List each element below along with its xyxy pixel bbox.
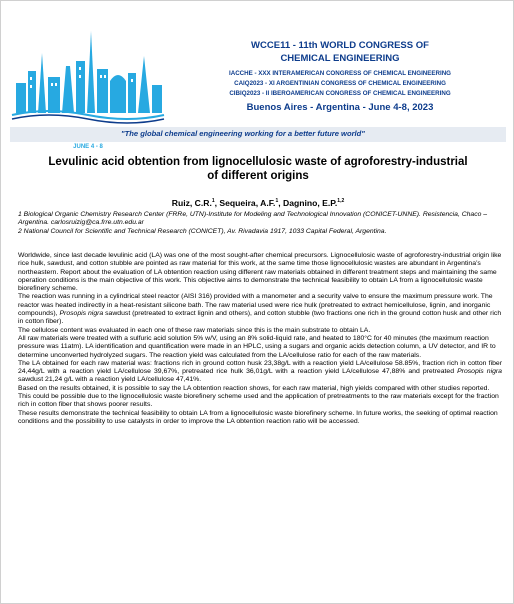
abstract-paragraph: All raw materials were treated with a sulfuric acid solution 5% w/V, using an 8% solid-liquid rate, and heated to 180°C for 40 minutes (the maximum reaction pressure was 11atm). LA identification and quantification were made in an HPLC, using a sugars and organic acids detection column, a UV detector, and IR to determine unconverted hydrolyzed sugars. The reaction yield was calculated from the LA/cellulose ratio for each of the raw materials. [18, 334, 496, 359]
abstract-paragraph: Based on the results obtained, it is possible to say the LA obtention reaction shows, for each raw material, high yields compared with other studies reported. This could be possible due to the lignocellulosic waste biorefinery scheme used and the application of pretreatments to the raw materials except for the fraction rich in cotton fiber that shows poorer results. [18, 384, 499, 409]
paper-title [29, 155, 487, 183]
author-affil-mark: 1 [275, 198, 279, 205]
cibiq-line: CIBIQ2023 - II IBEROAMERICAN CONGRESS OF CHEMICAL ENGINEERING [229, 90, 451, 97]
species-name: Prosopis nigra [59, 310, 104, 318]
abstract-paragraph [18, 293, 502, 326]
congress-title [177, 39, 503, 65]
paper-title-line2: of different origins [207, 170, 309, 182]
affiliations [18, 211, 502, 236]
text-span: The LA obtained for each raw material was: fractions rich in ground cotton husk 23,38g/L with a reaction yield LA/cellulose 58.85%, fraction rich in cotton fiber 24,44g/L with a reaction yield LA/cellulose 39,67%, pretreated rice hulk 36,01g/L with a reaction yield LA/cellulose 47,88% and pretreated [18, 359, 502, 376]
author-affil-mark: 1,2 [337, 198, 345, 205]
author-name: Sequeira, A.F. [219, 198, 276, 208]
affiliation-1: 1 Biological Organic Chemistry Research Center (FRRe, UTN)-Institute for Modeling and Technological Innovation (CONICET-UNNE). Resistencia, Chaco – Argentina. carlosruizig@ca.frre.utn.edu.ar [18, 211, 488, 227]
abstract-paragraph: These results demonstrate the technical feasibility to obtain LA from a lignocellulosic waste biorefinery scheme. In future works, the seeking of optimal reaction conditions and the possibility to use catalysts in order to improve the LA obtention reaction ratio will be accessed. [18, 409, 498, 425]
text-span: sawdust 21,24 g/L with a reaction yield LA/cellulose 47,41%. [18, 376, 202, 384]
paper-title-line1: Levulinic acid obtention from lignocellulosic waste of agroforestry-industrial [48, 156, 468, 168]
text-span: sawdust (pretreated to extract lignin and others), and cotton stubble (two fractions one rich in the ground cotton husk and other rich in cotton fiber). [18, 310, 502, 326]
congress-tagline: "The global chemical engineering working for a better future world" [121, 129, 365, 138]
abstract-paragraph: Worldwide, since last decade levulinic acid (LA) was one of the most sought-after chemical precursors. Lignocellulosic waste of agroforestry-industrial origin like rice hulk, sawdust, and cotton stubble are pointed as raw material for this work, at the same time those lignocellulosic wastes are abundant in Argentina’s northeastern. Report about the evaluation of LA obtention reaction using different raw materials obtained in different treatment steps and maintaining the same operation conditions is the main objective of this work. This objective aims to demonstrate the technical feasibility to obtain LA from a lignocellulosic waste biorefinery scheme. [18, 252, 502, 293]
author-affil-mark: 1 [211, 198, 215, 205]
author-list: Ruiz, C.R.$^1$, Sequeira, A.F.$^1$, Dagnino, E.P.$^{1,2}$ [171, 198, 345, 208]
abstract-paragraph: The cellulose content was evaluated in each one of these raw materials since this is the main substrate to obtain LA. [18, 326, 371, 334]
congress-place-date: Buenos Aires - Argentina - June 4-8, 2023 [246, 102, 434, 113]
author-name: Ruiz, C.R. [171, 198, 212, 208]
text-span: The reaction was running in a cylindrical steel reactor (AISI 316) provided with a manometer and a security valve to ensure the maximum pressure work. The reactor was heated indirectly in a heat-resistant silicone bath. The raw material used were rice hulk (pretreated to extract hemicellulose, lignin, and inorganic compounds), [18, 293, 493, 318]
species-name: Prosopis nigra [457, 368, 502, 376]
abstract-body [18, 252, 502, 426]
author-name: Dagnino, E.P. [283, 198, 338, 208]
congress-title-line1: WCCE11 - 11th WORLD CONGRESS OF [251, 40, 429, 51]
abstract-paragraph [18, 360, 502, 385]
congress-title-line2: CHEMICAL ENGINEERING [280, 53, 400, 64]
caiq-line: CAIQ2023 - XI ARGENTINIAN CONGRESS OF CHEMICAL ENGINEERING [234, 80, 446, 87]
congress-header [177, 11, 503, 113]
iacche-line: IACCHE - XXX INTERAMERICAN CONGRESS OF CHEMICAL ENGINEERING [229, 70, 451, 77]
logo-dates-text: JUNE 4 - 8 [73, 144, 103, 150]
affiliation-2: 2 National Council for Scientific and Technical Research (CONICET), Av. Rivadavia 1917, 1033 Capital Federal, Argentina. [18, 227, 387, 235]
